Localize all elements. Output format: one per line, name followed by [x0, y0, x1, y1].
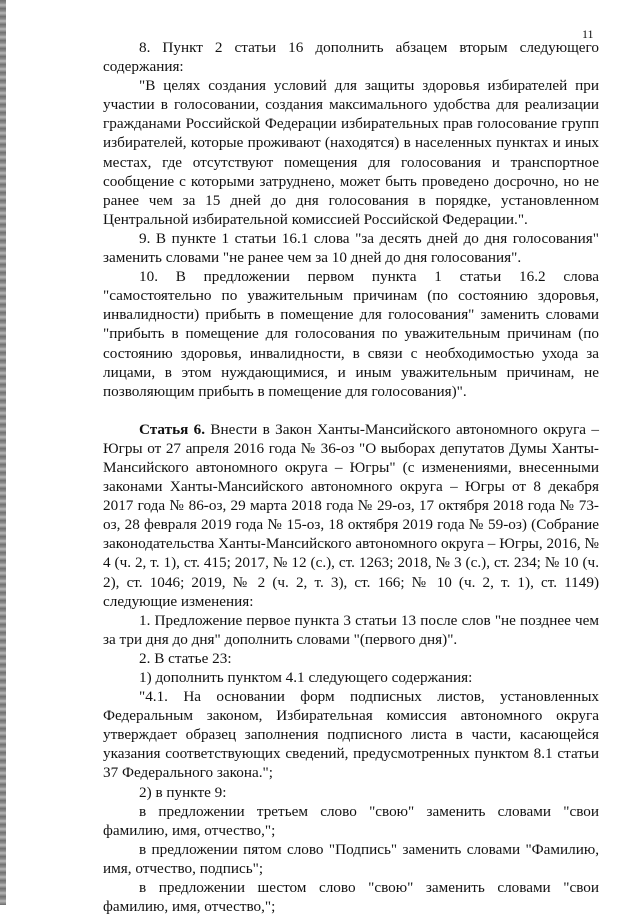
article-6-quote-4-1: "4.1. На основании форм подписных листов, установленных Федеральным законом, Избирательная комиссия автономного округа утверждает образец заполнения подписного листа в части, касающейся указания соответствующих сведений, предусмотренных пунктом 8.1 статьи 37 Федерального закона.";	[103, 688, 599, 782]
article-6-subitem-2-b: в предложении пятом слово "Подпись" заменить словами "Фамилию, имя, отчество, подпись";	[103, 840, 599, 877]
page-number: 11	[582, 27, 594, 41]
article-6-subitem-2-a: в предложении третьем слово "свою" заменить словами "свои фамилию, имя, отчество,";	[103, 802, 599, 839]
article-6-item-1: 1. Предложение первое пункта 3 статьи 13 после слов "не позднее чем за три дня до дня" дополнить словами "(первого дня)".	[103, 611, 599, 648]
paragraph-item-9: 9. В пункте 1 статьи 16.1 слова "за десять дней до дня голосования" заменить словами "не ранее чем за 10 дней до дня голосования".	[103, 229, 599, 267]
paragraph-item-8: 8. Пункт 2 статьи 16 дополнить абзацем вторым следующего содержания:	[103, 39, 599, 76]
article-6-subitem-2-c: в предложении шестом слово "свою" заменить словами "свои фамилию, имя, отчество,";	[103, 879, 599, 916]
paragraph-quote-8: "В целях создания условий для защиты здоровья избирателей при участии в голосовании, создания максимального удобства для реализации гражданами Российской Федерации избирательных прав голосование групп избирателей, которые проживают (находятся) в населенных пунктах и иных местах, где отсутствуют помещения для голосования и транспортное сообщение с которыми затруднено, может быть проведено досрочно, но не ранее чем за 15 дней до дня голосования в порядке, установленном Центральной избирательной комиссией Российской Федерации.".	[103, 77, 599, 228]
article-6-text: Внести в Закон Ханты-Мансийского автономного округа – Югры от 27 апреля 2016 года № 36-оз "О выборах депутатов Думы Ханты-Мансийского автономного округа – Югры" (с изменениями, внесенными законами Ханты-Мансийского автономного округа – Югры от 8 декабря 2017 года № 86-оз, 29 марта 2018 года № 29-оз, 17 октября 2018 года № 73-оз, 28 февраля 2019 года № 15-оз, 18 октября 2019 года № 59-оз) (Собрание законодательства Ханты-Мансийского автономного округа – Югры, 2016, № 4 (ч. 2, т. 1), ст. 415; 2017, № 12 (с.), ст. 1263; 2018, № 3 (с.), ст. 234; № 10 (ч. 2), ст. 1046; 2019, № 2 (ч. 2, т. 3), ст. 166; № 10 (ч. 2, т. 1), ст. 1149) следующие изменения:	[103, 420, 599, 610]
document-body	[103, 38, 599, 916]
article-6-subitem-2: 2) в пункте 9:	[139, 783, 227, 801]
article-6-subitem-1: 1) дополнить пунктом 4.1 следующего содержания:	[139, 669, 473, 686]
article-6-heading: Статья 6.	[139, 420, 206, 438]
scan-edge	[0, 0, 6, 905]
article-6-paragraph	[103, 420, 599, 611]
article-6-item-2: 2. В статье 23:	[139, 649, 232, 667]
paragraph-item-10: 10. В предложении первом пункта 1 статьи 16.2 слова "самостоятельно по уважительным причинам (по состоянию здоровья, инвалидности) прибыть в помещение для голосования" заменить словами "прибыть в помещение для голосования по уважительным причинам (по состоянию здоровья, инвалидности, в связи с необходимостью ухода за лицами, в этом нуждающимися, и иным уважительным причинам, не позволяющим прибыть в помещение для голосования)".	[103, 268, 599, 400]
